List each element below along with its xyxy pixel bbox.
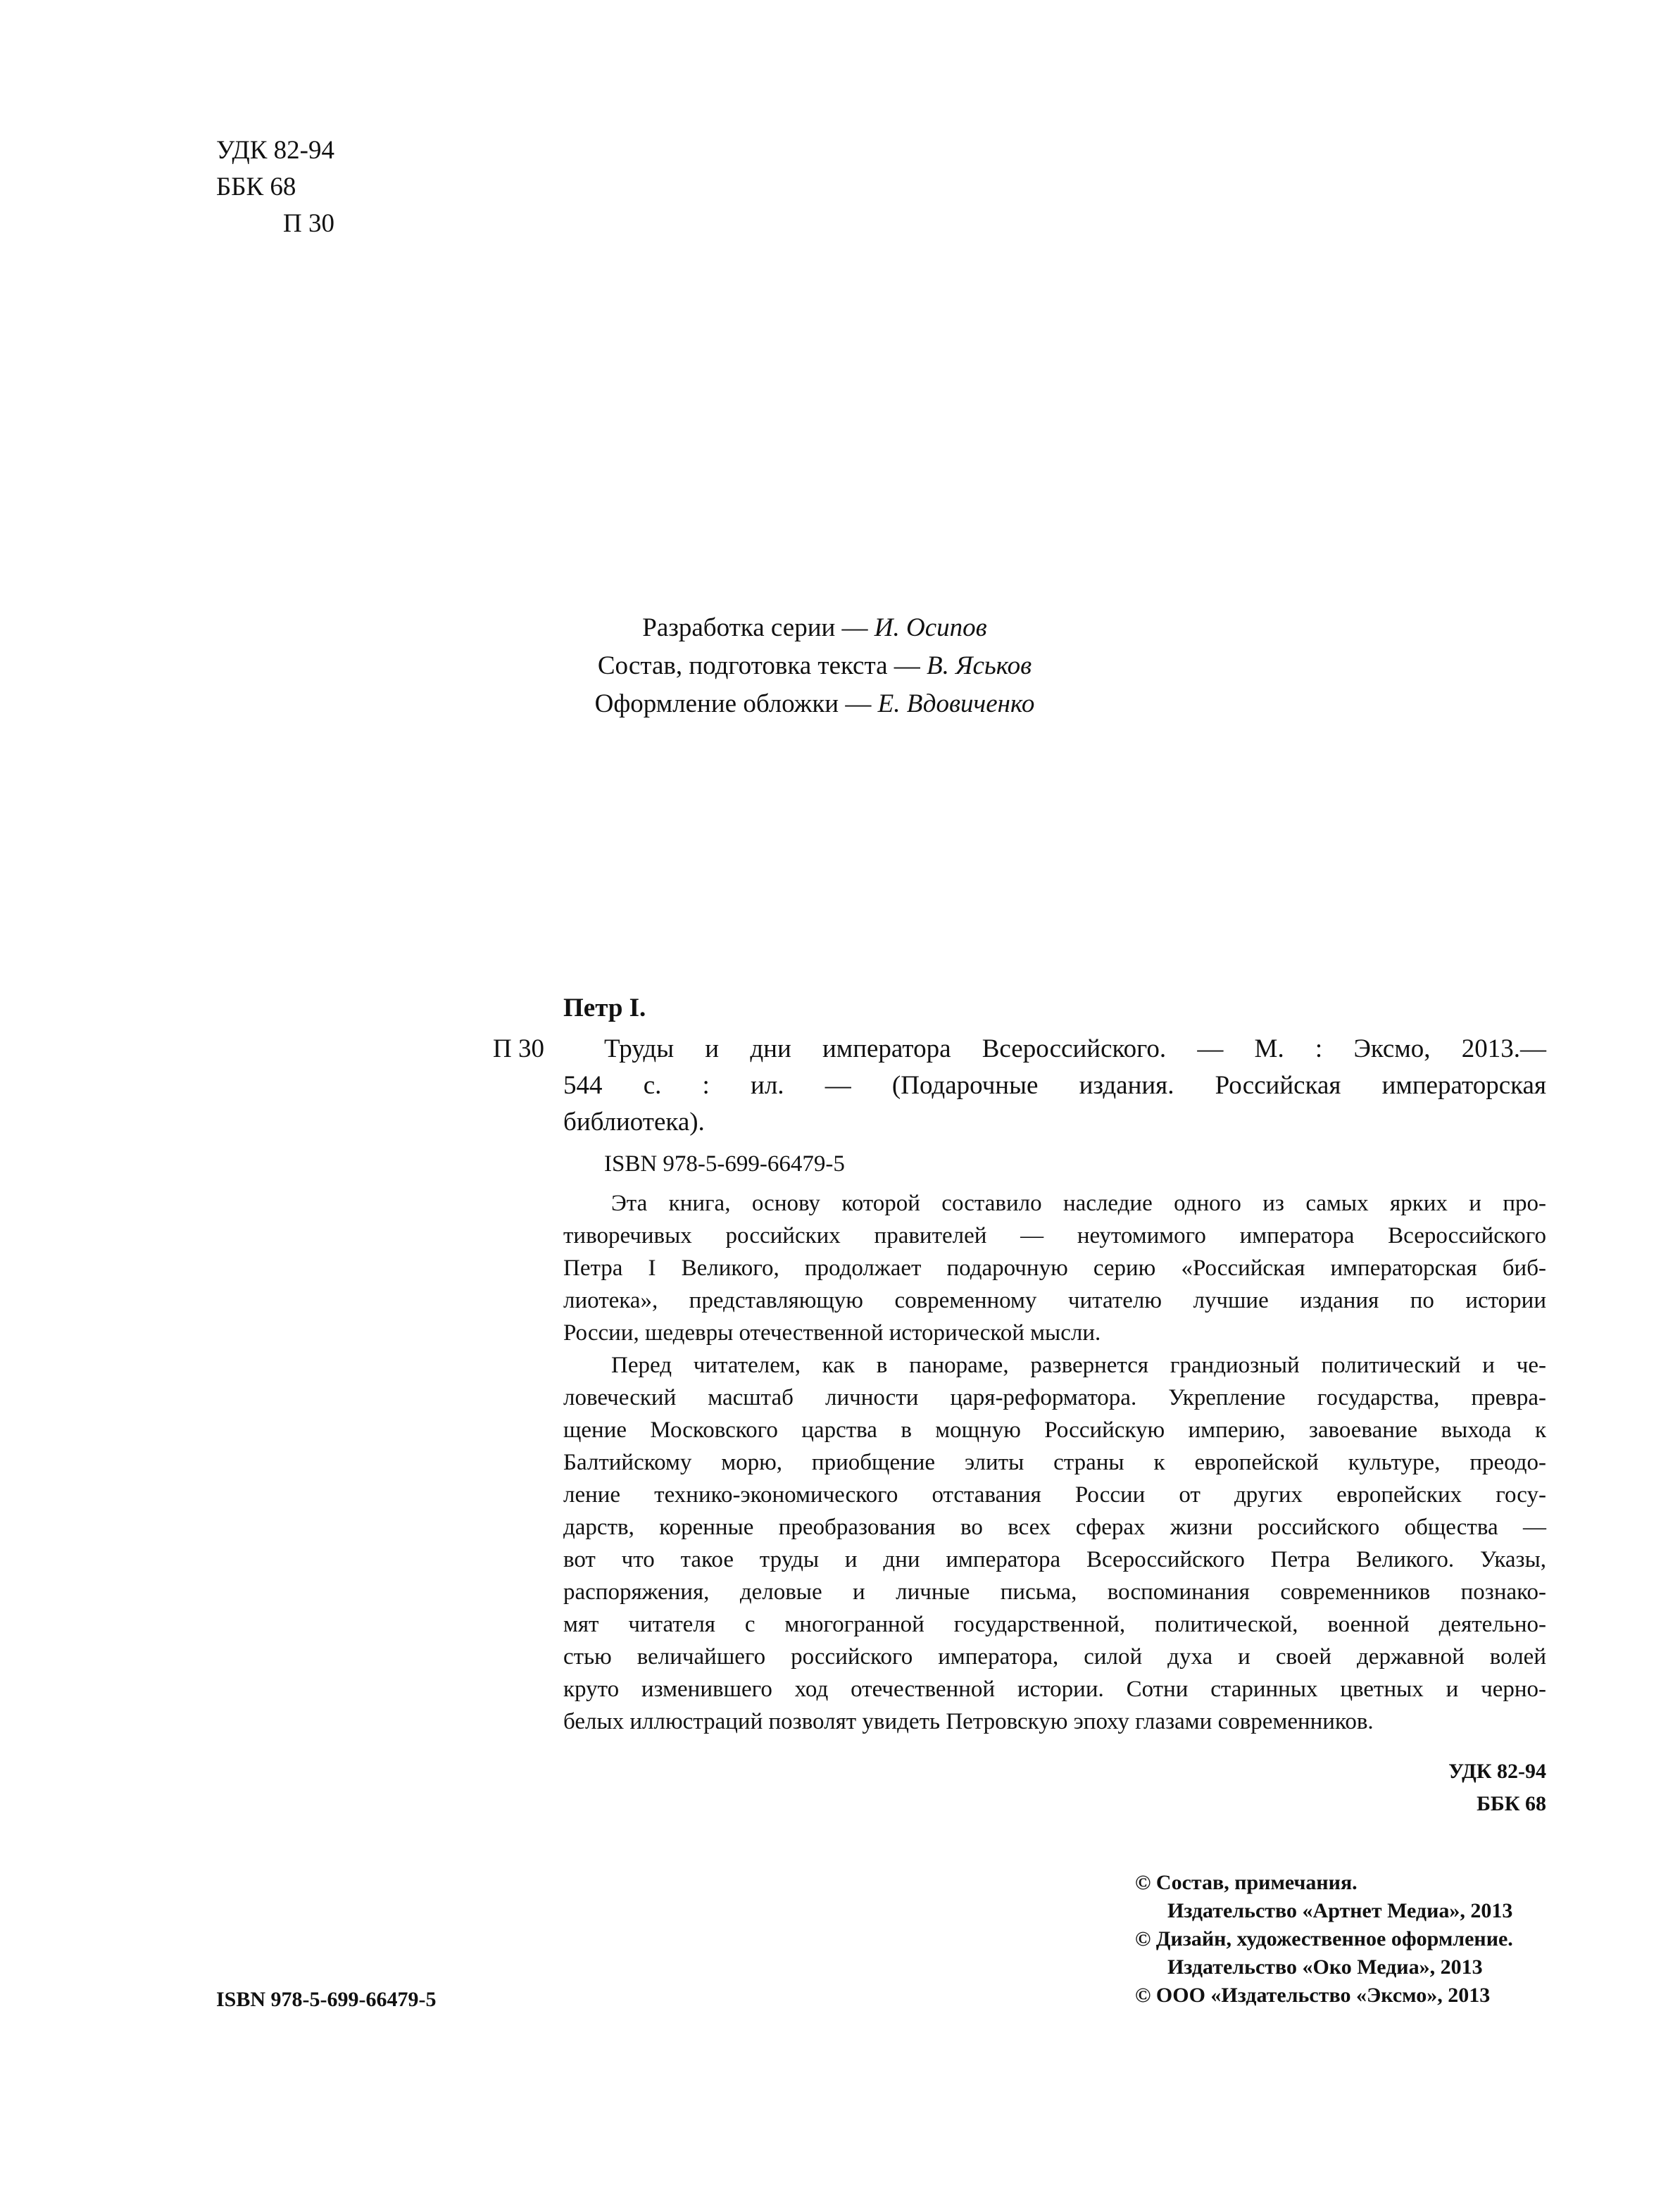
credit-name: И. Осипов <box>874 613 987 642</box>
credit-cover <box>422 686 1207 722</box>
copyright-block <box>1135 1869 1513 2010</box>
annotation-line: России, шедевры отечественной исторической мысли. <box>563 1320 1101 1346</box>
credit-role: Оформление обложки — <box>594 689 878 718</box>
annotation-line: круто изменившего ход отечественной истории. Сотни старинных цветных и черно- <box>563 1677 1546 1702</box>
catalog-sign: П 30 <box>493 1034 544 1063</box>
catalog-line-3: библиотека). <box>563 1108 705 1137</box>
author-sign-top: П 30 <box>283 209 334 238</box>
credit-series <box>422 610 1207 646</box>
annotation-line: мят читателя с многогранной государственной, политической, военной деятельно- <box>563 1612 1546 1637</box>
annotation-line: лиотека», представляющую современному читателю лучшие издания по истории <box>563 1288 1546 1313</box>
catalog-line-1: Труды и дни императора Всероссийского. — М. : Эксмо, 2013.— <box>604 1034 1546 1063</box>
udk-code-top: УДК 82-94 <box>216 136 334 165</box>
catalog-author: Петр I. <box>563 994 646 1022</box>
annotation-line: тиворечивых российских правителей — неутомимого императора Всероссийского <box>563 1223 1546 1248</box>
credit-name: В. Яськов <box>927 651 1032 680</box>
annotation-line: Петра I Великого, продолжает подарочную серию «Российская императорская биб- <box>563 1256 1546 1281</box>
bbk-code-top: ББК 68 <box>216 173 296 201</box>
copyright-line: Издательство «Око Медиа», 2013 <box>1167 1955 1483 1979</box>
bbk-code-bottom: ББК 68 <box>1477 1792 1546 1815</box>
annotation-line: дарств, коренные преобразования во всех сферах жизни российского общества — <box>563 1515 1546 1540</box>
annotation-line: вот что такое труды и дни императора Всероссийского Петра Великого. Указы, <box>563 1547 1546 1572</box>
annotation-line: Перед читателем, как в панораме, развернется грандиозный политический и че- <box>611 1353 1546 1378</box>
copyright-line: © Дизайн, художественное оформление. <box>1135 1927 1513 1951</box>
credit-name: Е. Вдовиченко <box>877 689 1035 718</box>
annotation-line: ление технико-экономического отставания России от других европейских госу- <box>563 1482 1546 1508</box>
udk-code-bottom: УДК 82-94 <box>1448 1760 1546 1783</box>
isbn-bottom: ISBN 978-5-699-66479-5 <box>216 1988 437 2011</box>
credit-role: Состав, подготовка текста — <box>597 651 927 680</box>
annotation-line: распоряжения, деловые и личные письма, воспоминания современников познако- <box>563 1579 1546 1605</box>
annotation-line: стью величайшего российского императора, силой духа и своей державной волей <box>563 1644 1546 1670</box>
annotation-line: щение Московского царства в мощную Российскую империю, завоевание выхода к <box>563 1417 1546 1443</box>
catalog-isbn: ISBN 978-5-699-66479-5 <box>604 1151 845 1177</box>
copyright-line: Издательство «Артнет Медиа», 2013 <box>1167 1899 1513 1922</box>
copyright-line: © Состав, примечания. <box>1135 1871 1358 1894</box>
annotation-line: Балтийскому морю, приобщение элиты страны к европейской культуре, преодо- <box>563 1450 1546 1475</box>
annotation <box>563 1187 1546 1738</box>
annotation-line: ловеческий масштаб личности царя-реформатора. Укрепление государства, превра- <box>563 1385 1546 1410</box>
annotation-line: белых иллюстраций позволят увидеть Петровскую эпоху глазами современников. <box>563 1709 1374 1734</box>
copyright-line: © ООО «Издательство «Эксмо», 2013 <box>1135 1984 1491 2007</box>
annotation-line: Эта книга, основу которой составило наследие одного из самых ярких и про- <box>611 1191 1546 1216</box>
catalog-line-2: 544 с. : ил. — (Подарочные издания. Российская императорская <box>563 1071 1546 1100</box>
credit-text <box>422 648 1207 684</box>
credit-role: Разработка серии — <box>642 613 875 642</box>
